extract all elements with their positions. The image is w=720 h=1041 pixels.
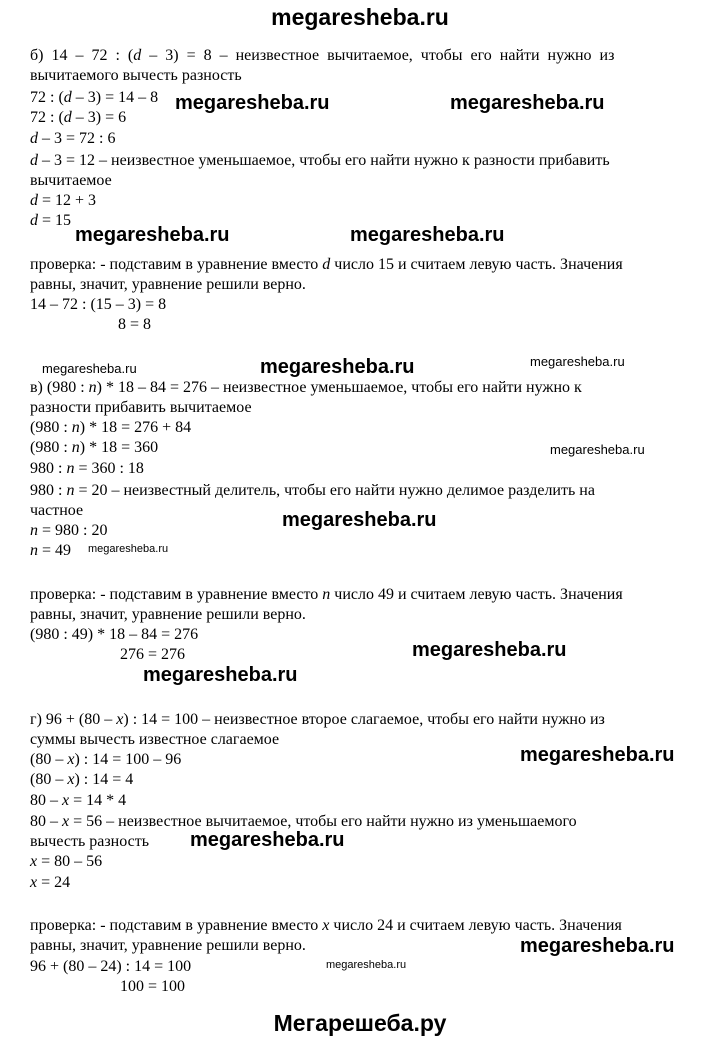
- part-b-step2: 72 : (d – 3) = 6: [30, 109, 127, 126]
- part-v-check-line4: 276 = 276: [120, 646, 186, 663]
- part-v-step3: 980 : n = 360 : 18: [30, 460, 144, 477]
- part-g-check-line3: 96 + (80 – 24) : 14 = 100: [30, 958, 192, 975]
- watermark: megaresheba.ru: [190, 829, 345, 851]
- watermark: megaresheba.ru: [143, 664, 298, 686]
- watermark: megaresheba.ru: [550, 442, 645, 457]
- part-b-check-line1: проверка: - подставим в уравнение вместо d число 15 и считаем левую часть. Значения: [30, 256, 623, 273]
- part-b-eq-tail: – 3) = 8 – неизвестное вычитаемое, чтобы его найти нужно из: [141, 47, 615, 64]
- part-v-step4-line2: частное: [30, 502, 84, 519]
- part-b-equation: [30, 48, 614, 64]
- watermark: megaresheba.ru: [450, 92, 605, 114]
- watermark: megaresheba.ru: [520, 744, 675, 766]
- part-v-equation: в) (980 : n) * 18 – 84 = 276 – неизвестное уменьшаемое, чтобы его найти нужно к: [30, 379, 582, 396]
- watermark: megaresheba.ru: [42, 361, 137, 376]
- watermark: megaresheba.ru: [326, 959, 407, 971]
- part-v-check-line1: проверка: - подставим в уравнение вместо n число 49 и считаем левую часть. Значения: [30, 586, 623, 603]
- part-b-step6: d = 15: [30, 212, 72, 229]
- part-b-equation-line2: вычитаемого вычесть разность: [30, 67, 242, 84]
- part-v-check-line2: равны, значит, уравнение решили верно.: [30, 606, 306, 623]
- page-footer-site: Мегарешеба.ру: [273, 1010, 447, 1036]
- part-b-var-d: d: [133, 47, 142, 64]
- part-v-step1: (980 : n) * 18 = 276 + 84: [30, 419, 192, 436]
- part-v-step6: n = 49: [30, 542, 72, 559]
- part-v-step5: n = 980 : 20: [30, 522, 108, 539]
- part-g-equation: г) 96 + (80 – x) : 14 = 100 – неизвестное второе слагаемое, чтобы его найти нужно из: [30, 711, 605, 728]
- watermark: megaresheba.ru: [412, 639, 567, 661]
- part-g-step6: x = 24: [30, 874, 71, 891]
- part-v-step4: 980 : n = 20 – неизвестный делитель, чтобы его найти нужно делимое разделить на: [30, 482, 595, 499]
- page-header-site: megaresheba.ru: [271, 4, 449, 30]
- part-v-check-line3: (980 : 49) * 18 – 84 = 276: [30, 626, 199, 643]
- part-g-step2: (80 – x) : 14 = 4: [30, 771, 134, 788]
- part-g-check-line2: равны, значит, уравнение решили верно.: [30, 937, 306, 954]
- watermark: megaresheba.ru: [88, 543, 169, 555]
- watermark: megaresheba.ru: [520, 935, 675, 957]
- part-g-step4-line2: вычесть разность: [30, 833, 150, 850]
- part-g-step4: 80 – x = 56 – неизвестное вычитаемое, чтобы его найти нужно из уменьшаемого: [30, 813, 577, 830]
- part-b-check-line2: равны, значит, уравнение решили верно.: [30, 276, 306, 293]
- watermark: megaresheba.ru: [530, 354, 625, 369]
- watermark: megaresheba.ru: [260, 356, 415, 378]
- part-b-check-line4: 8 = 8: [118, 316, 152, 333]
- part-g-step1: (80 – x) : 14 = 100 – 96: [30, 751, 182, 768]
- watermark: megaresheba.ru: [282, 509, 437, 531]
- part-b-step4: d – 3 = 12 – неизвестное уменьшаемое, чтобы его найти нужно к разности прибавить: [30, 152, 610, 169]
- part-b-step1: 72 : (d – 3) = 14 – 8: [30, 89, 159, 106]
- watermark: megaresheba.ru: [350, 224, 505, 246]
- part-b-step3: d – 3 = 72 : 6: [30, 130, 116, 147]
- part-v-step2: (980 : n) * 18 = 360: [30, 439, 159, 456]
- part-b-step5: d = 12 + 3: [30, 192, 97, 209]
- watermark: megaresheba.ru: [175, 92, 330, 114]
- part-g-equation-line2: суммы вычесть известное слагаемое: [30, 731, 280, 748]
- part-g-step5: x = 80 – 56: [30, 853, 103, 870]
- part-g-step3: 80 – x = 14 * 4: [30, 792, 127, 809]
- part-v-equation-line2: разности прибавить вычитаемое: [30, 399, 252, 416]
- part-b-check-line3: 14 – 72 : (15 – 3) = 8: [30, 296, 167, 313]
- part-b-step4-line2: вычитаемое: [30, 172, 112, 189]
- part-b-eq-head: б) 14 – 72 : (: [30, 47, 134, 64]
- watermark: megaresheba.ru: [75, 224, 230, 246]
- part-g-check-line4: 100 = 100: [120, 978, 186, 995]
- part-g-check-line1: проверка: - подставим в уравнение вместо x число 24 и считаем левую часть. Значения: [30, 917, 622, 934]
